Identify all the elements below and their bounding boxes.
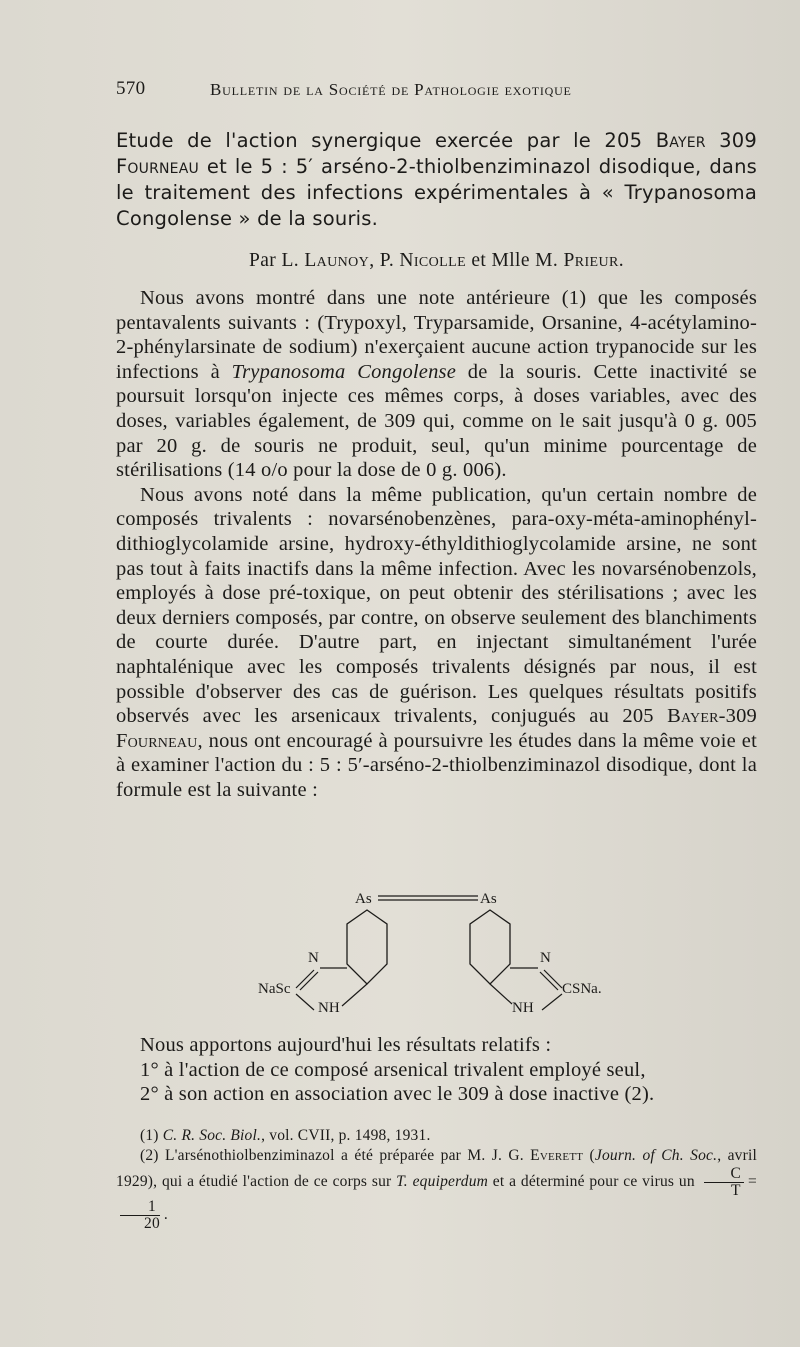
fn1-journal: C. R. Soc. Biol. <box>162 1127 262 1144</box>
fraction-value <box>120 1199 160 1232</box>
fn2-text-a: (2) L'arsénothiolbenziminazol a été préparée par M. J. G. <box>140 1147 531 1164</box>
p2-text-a: Nous avons noté dans la même publication, qu'un certain nombre de composés trivalents : novarsénobenzènes, para-oxy-méta-aminophényl-dithioglycolamide arsine, hydroxy-éthyldithioglycolamide arsine, ne sont pas tout à faits inactifs dans la même infection. Avec les novarsénobenzols, employés à dose pré-toxique, on peut obtenir des stérilisations ; avec les deux derniers composés, par contre, on observe seulement des blanchiments de courte durée. D'autre part, en injectant simultanément l'urée naphtalénique avec les composés trivalents désignés par nous, il est possible d'observer des cas de guérison. Les quelques résultats positifs observés avec les arsenicaux trivalents, conjugués au 205 <box>116 483 757 728</box>
p2-text-c: , nous ont encouragé à poursuivre les études dans la même voie et à examiner l'action du : 5 : 5′-arséno-2-thiolbenziminazol disodique, dont la formule est la suivante : <box>116 729 757 801</box>
fn1-mark: (1) <box>140 1127 163 1144</box>
formula-nh-right: NH <box>512 1000 534 1016</box>
benzene-ring-left <box>347 910 387 984</box>
results-intro <box>116 1033 757 1107</box>
title-bayer: Bayer <box>655 129 706 152</box>
paragraph-2 <box>116 483 757 803</box>
p2-fourneau: Fourneau <box>116 729 198 752</box>
fn1-ref: , vol. CVII, p. 1498, 1931. <box>261 1127 431 1144</box>
p1-text-b: de la souris. Cette inactivité se poursuit lorsqu'on injecte ces mêmes corps, à doses variables, avec des doses, variables également, de 309 qui, comme on le sait jusqu'à 0 g. 005 par 20 g. de souris ne produit, seul, qu'un minime pourcentage de stérilisations (14 o/o pour la dose de 0 g. 006). <box>116 360 757 482</box>
fraction-numerator: 1 <box>120 1199 160 1216</box>
fn2-paren: ( <box>583 1147 595 1164</box>
formula-nasc: NaSc <box>258 981 291 997</box>
fn2-text-c: , avril 1929), qui a étudié l'action de ce corps sur <box>116 1147 757 1191</box>
paragraph-1 <box>116 286 757 483</box>
title-part-a: Etude de l'action synergique exercée par le 205 <box>116 129 656 152</box>
footnote-2 <box>116 1146 757 1232</box>
running-title: Bulletin de la Société de Pathologie exotique <box>210 80 572 99</box>
formula-n-left: N <box>308 950 319 966</box>
formula-n-right: N <box>540 950 551 966</box>
fn2-end: . <box>163 1206 168 1224</box>
results-item-2: 2° à son action en association avec le 309 à dose inactive (2). <box>140 1083 655 1106</box>
fraction-c: C <box>704 1166 745 1183</box>
formula-as-left: As <box>355 891 372 907</box>
authors-sep-2: et Mlle M. <box>466 250 564 271</box>
equals-sign: = <box>748 1173 757 1191</box>
fraction-denominator: 20 <box>144 1215 160 1232</box>
author-nicolle: Nicolle <box>399 250 467 271</box>
title-part-b: 309 <box>705 129 758 152</box>
p2-bayer: Bayer <box>667 705 719 728</box>
author-launoy: Launoy <box>304 250 370 271</box>
formula-nh-left: NH <box>318 1000 340 1016</box>
chemical-formula <box>250 888 630 1028</box>
fn2-text-d: et a déterminé pour ce virus un <box>488 1173 700 1191</box>
authors-end: . <box>618 250 624 271</box>
fn2-everett: Everett <box>530 1147 584 1164</box>
author-prieur: Prieur <box>563 250 619 271</box>
formula-as-right: As <box>480 891 497 907</box>
p1-species: Trypanosoma Congolense <box>231 360 457 383</box>
p1-text-a: Nous avons montré dans une note antérieure (1) que les composés pentavalents suivants : (Trypoxyl, Tryparsamide, Orsanine, 4-acétylamino-2-phénylarsinate de sodium) n'exerçaient aucune action trypanocide sur les infections à <box>116 287 757 383</box>
title-fourneau: Fourneau <box>116 155 199 178</box>
footnote-1 <box>116 1126 757 1146</box>
fraction-t: T <box>730 1182 741 1199</box>
fn2-journal: Journ. of Ch. Soc. <box>594 1147 718 1164</box>
body-text <box>116 286 757 802</box>
fraction-c-t <box>704 1166 745 1199</box>
results-intro-line: Nous apportons aujourd'hui les résultats relatifs : <box>140 1034 552 1056</box>
footnotes <box>116 1126 757 1232</box>
benzene-ring-right <box>470 910 510 984</box>
results-item-1: 1° à l'action de ce composé arsenical trivalent employé seul, <box>140 1058 646 1081</box>
page-number: 570 <box>116 78 146 99</box>
fn2-species: T. equiperdum <box>396 1173 489 1191</box>
p2-text-b: -309 <box>718 705 757 728</box>
authors-sep-1: , P. <box>369 250 400 271</box>
title-part-c: et le 5 : 5′ arséno-2-thiolbenziminazol disodique, dans le traitement des infections expérimentales à « Trypanosoma Congolense » de la souris. <box>116 155 757 230</box>
formula-csna: CSNa. <box>562 981 602 997</box>
article-title <box>116 128 757 232</box>
authors-line <box>116 250 757 272</box>
authors-prefix: Par L. <box>248 250 305 271</box>
